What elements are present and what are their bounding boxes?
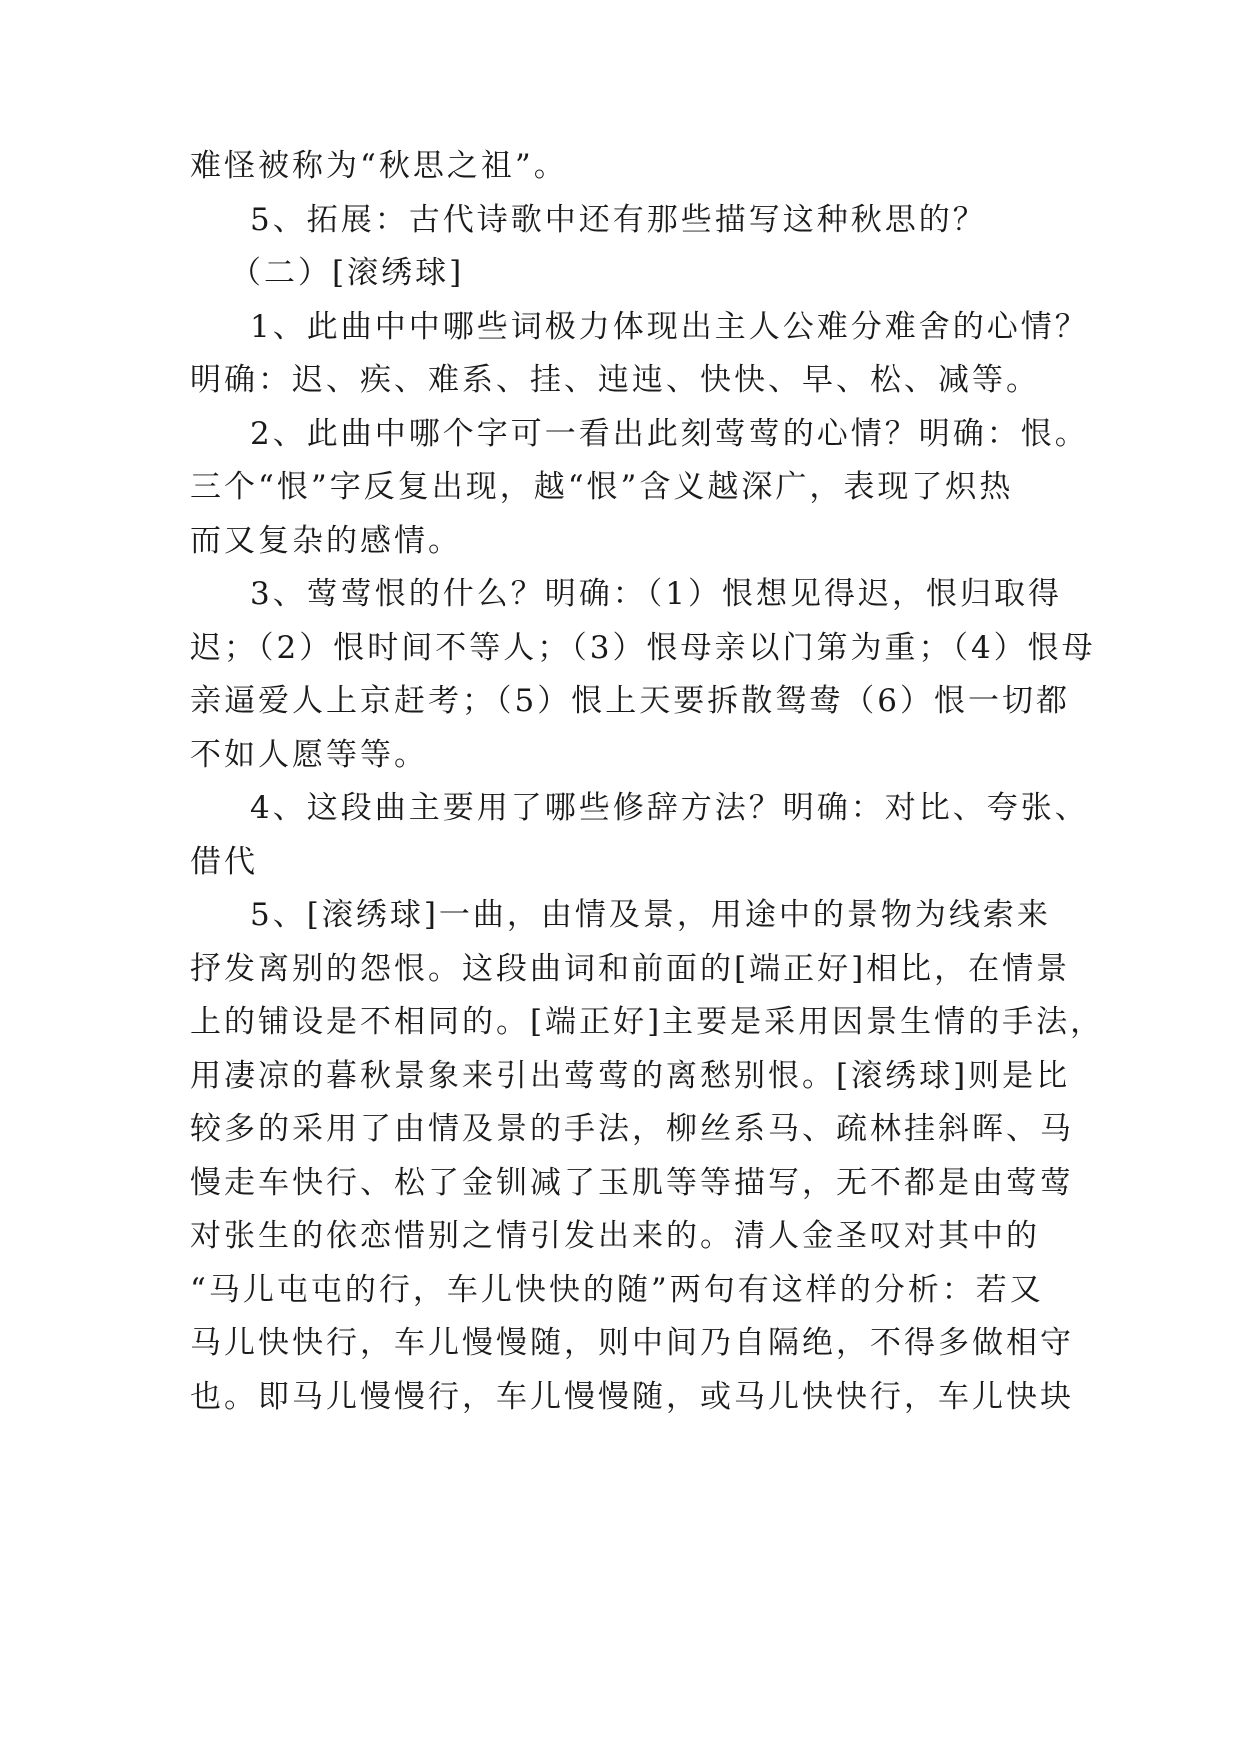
text-line: 用凄凉的暮秋景象来引出莺莺的离愁别恨。[滚绣球]则是比 — [190, 1058, 1071, 1094]
text-line: 2、此曲中哪个字可一看出此刻莺莺的心情？明确：恨。 — [250, 416, 1089, 452]
text-line: “马儿屯屯的行，车儿快快的随”两句有这样的分析：若又 — [190, 1272, 1044, 1308]
text-line: 对张生的依恋惜别之情引发出来的。清人金圣叹对其中的 — [190, 1218, 1040, 1254]
text-line: 迟；（2）恨时间不等人；（3）恨母亲以门第为重；（4）恨母 — [190, 630, 1096, 666]
text-line: 不如人愿等等。 — [190, 737, 428, 773]
text-line: 较多的采用了由情及景的手法，柳丝系马、疏林挂斜晖、马 — [190, 1111, 1074, 1147]
text-line: 上的铺设是不相同的。[端正好]主要是采用因景生情的手法， — [190, 1004, 1105, 1040]
text-line: 而又复杂的感情。 — [190, 523, 462, 559]
text-line: 明确：迟、疾、难系、挂、迍迍、快快、早、松、减等。 — [190, 362, 1040, 398]
text-line: 也。即马儿慢慢行，车儿慢慢随，或马儿快快行，车儿快块 — [190, 1379, 1074, 1415]
section-heading: （二）[滚绣球] — [230, 255, 465, 291]
text-line: 三个“恨”字反复出现，越“恨”含义越深广，表现了炽热 — [190, 469, 1014, 505]
text-line: 难怪被称为“秋思之祖”。 — [190, 148, 568, 184]
text-line: 5、拓展：古代诗歌中还有那些描写这种秋思的？ — [250, 202, 987, 238]
text-line: 马儿快快行，车儿慢慢随，则中间乃自隔绝，不得多做相守 — [190, 1325, 1074, 1361]
text-line: 抒发离别的怨恨。这段曲词和前面的[端正好]相比，在情景 — [190, 951, 1071, 987]
text-line: 4、这段曲主要用了哪些修辞方法？明确：对比、夸张、 — [250, 790, 1089, 826]
text-line: 5、[滚绣球]一曲，由情及景，用途中的景物为线索来 — [250, 897, 1051, 933]
text-line: 1、此曲中中哪些词极力体现出主人公难分难舍的心情？ — [250, 309, 1089, 345]
text-line: 慢走车快行、松了金钏减了玉肌等等描写，无不都是由莺莺 — [190, 1165, 1074, 1201]
text-line: 亲逼爱人上京赶考；（5）恨上天要拆散鸳鸯（6）恨一切都 — [190, 683, 1070, 719]
text-line: 借代 — [190, 844, 258, 880]
text-line: 3、莺莺恨的什么？明确：（1）恨想见得迟，恨归取得 — [250, 576, 1062, 612]
